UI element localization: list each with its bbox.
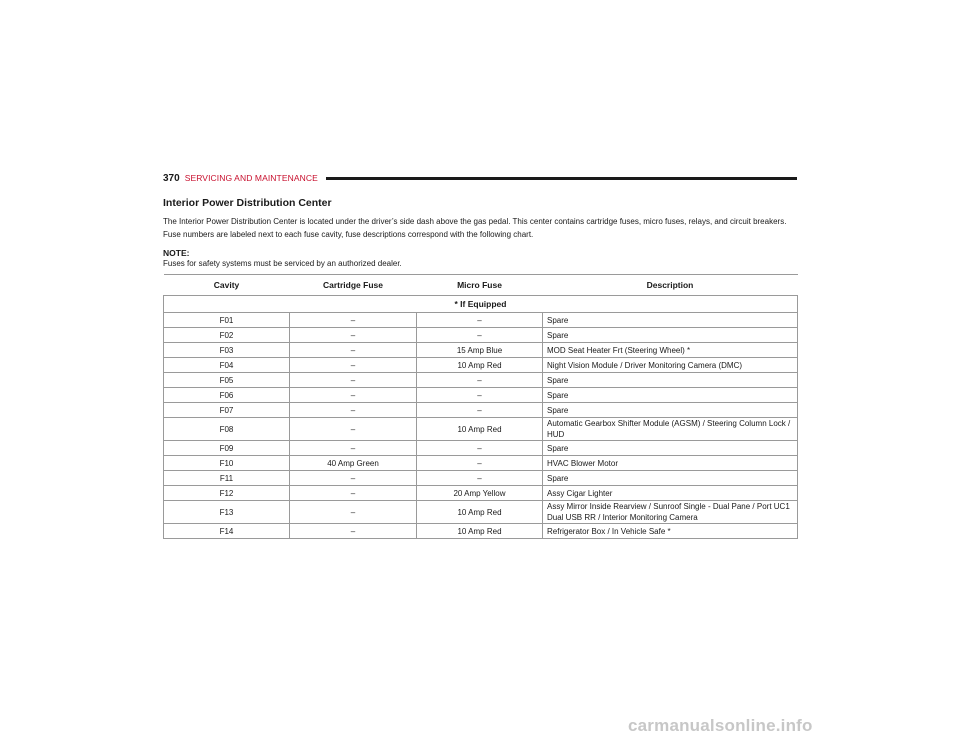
- cell-cartridge: –: [290, 328, 417, 343]
- cell-cavity: F11: [164, 471, 290, 486]
- table-row: [164, 343, 798, 358]
- section-title: Interior Power Distribution Center: [163, 197, 332, 209]
- cell-description: Spare: [543, 313, 798, 328]
- cell-cavity: F09: [164, 441, 290, 456]
- cell-micro: –: [417, 441, 543, 456]
- cell-cartridge: –: [290, 471, 417, 486]
- cell-cavity: F04: [164, 358, 290, 373]
- if-equipped-row: [164, 296, 798, 313]
- cell-cavity: F14: [164, 524, 290, 539]
- note-label: NOTE:: [163, 248, 190, 258]
- manual-page: [163, 170, 797, 539]
- page-number: 370: [163, 172, 180, 184]
- table-header-row: [164, 275, 798, 296]
- header-description: Description: [543, 275, 798, 296]
- section-name: SERVICING AND MAINTENANCE: [184, 173, 318, 183]
- cell-micro: –: [417, 403, 543, 418]
- cell-cavity: F06: [164, 388, 290, 403]
- table-row: [164, 358, 798, 373]
- note-text: Fuses for safety systems must be serviced by an authorized dealer.: [163, 259, 402, 268]
- cell-description: Spare: [543, 328, 798, 343]
- header-rule: [326, 177, 797, 180]
- cell-description: Spare: [543, 471, 798, 486]
- header-cartridge-fuse: Cartridge Fuse: [290, 275, 417, 296]
- cell-micro: 10 Amp Red: [417, 358, 543, 373]
- cell-cartridge: –: [290, 388, 417, 403]
- table-row: [164, 486, 798, 501]
- cell-description: HVAC Blower Motor: [543, 456, 798, 471]
- table-row: [164, 313, 798, 328]
- table-row: [164, 418, 798, 441]
- cell-description: Night Vision Module / Driver Monitoring Camera (DMC): [543, 358, 798, 373]
- cell-cavity: F01: [164, 313, 290, 328]
- cell-cartridge: –: [290, 486, 417, 501]
- cell-cavity: F02: [164, 328, 290, 343]
- cell-micro: –: [417, 471, 543, 486]
- cell-description: Assy Cigar Lighter: [543, 486, 798, 501]
- cell-cavity: F12: [164, 486, 290, 501]
- cell-cartridge: –: [290, 403, 417, 418]
- watermark-logo: carmanualsonline.info: [628, 716, 813, 735]
- cell-description: Spare: [543, 373, 798, 388]
- cell-cavity: F05: [164, 373, 290, 388]
- cell-cartridge: –: [290, 358, 417, 373]
- cell-micro: 10 Amp Red: [417, 501, 543, 524]
- cell-cartridge: –: [290, 418, 417, 441]
- cell-description: Automatic Gearbox Shifter Module (AGSM) / Steering Column Lock / HUD: [543, 418, 798, 441]
- table-row: [164, 456, 798, 471]
- cell-cartridge: –: [290, 313, 417, 328]
- cell-cartridge: –: [290, 373, 417, 388]
- cell-cartridge: –: [290, 441, 417, 456]
- cell-micro: –: [417, 373, 543, 388]
- cell-micro: 15 Amp Blue: [417, 343, 543, 358]
- table-row: [164, 471, 798, 486]
- table-row: [164, 388, 798, 403]
- cell-micro: –: [417, 388, 543, 403]
- cell-micro: 10 Amp Red: [417, 524, 543, 539]
- fuse-table-body: [164, 296, 798, 539]
- table-row: [164, 403, 798, 418]
- cell-description: Refrigerator Box / In Vehicle Safe *: [543, 524, 798, 539]
- table-row: [164, 328, 798, 343]
- intro-paragraph: The Interior Power Distribution Center is located under the driver’s side dash above the gas pedal. This center contains cartridge fuses, micro fuses, relays, and circuit breakers. Fuse numbers are labeled next to each fuse cavity, fuse descriptions correspond with the following chart.: [163, 217, 787, 239]
- cell-description: Assy Mirror Inside Rearview / Sunroof Single - Dual Pane / Port UC1 Dual USB RR / Interior Monitoring Camera: [543, 501, 798, 524]
- cell-description: Spare: [543, 388, 798, 403]
- cell-micro: 20 Amp Yellow: [417, 486, 543, 501]
- table-row: [164, 501, 798, 524]
- cell-micro: –: [417, 313, 543, 328]
- cell-cavity: F03: [164, 343, 290, 358]
- cell-description: Spare: [543, 403, 798, 418]
- table-row: [164, 373, 798, 388]
- cell-cartridge: –: [290, 524, 417, 539]
- table-row: [164, 524, 798, 539]
- if-equipped-note: * If Equipped: [164, 296, 798, 313]
- cell-cartridge: 40 Amp Green: [290, 456, 417, 471]
- table-row: [164, 441, 798, 456]
- cell-micro: –: [417, 456, 543, 471]
- cell-cavity: F13: [164, 501, 290, 524]
- cell-cartridge: –: [290, 343, 417, 358]
- cell-cavity: F10: [164, 456, 290, 471]
- cell-description: Spare: [543, 441, 798, 456]
- cell-cartridge: –: [290, 501, 417, 524]
- cell-description: MOD Seat Heater Frt (Steering Wheel) *: [543, 343, 798, 358]
- page-header: [163, 170, 797, 186]
- fuse-table: [163, 274, 798, 539]
- cell-cavity: F07: [164, 403, 290, 418]
- header-cavity: Cavity: [164, 275, 290, 296]
- cell-micro: 10 Amp Red: [417, 418, 543, 441]
- cell-cavity: F08: [164, 418, 290, 441]
- header-micro-fuse: Micro Fuse: [417, 275, 543, 296]
- cell-micro: –: [417, 328, 543, 343]
